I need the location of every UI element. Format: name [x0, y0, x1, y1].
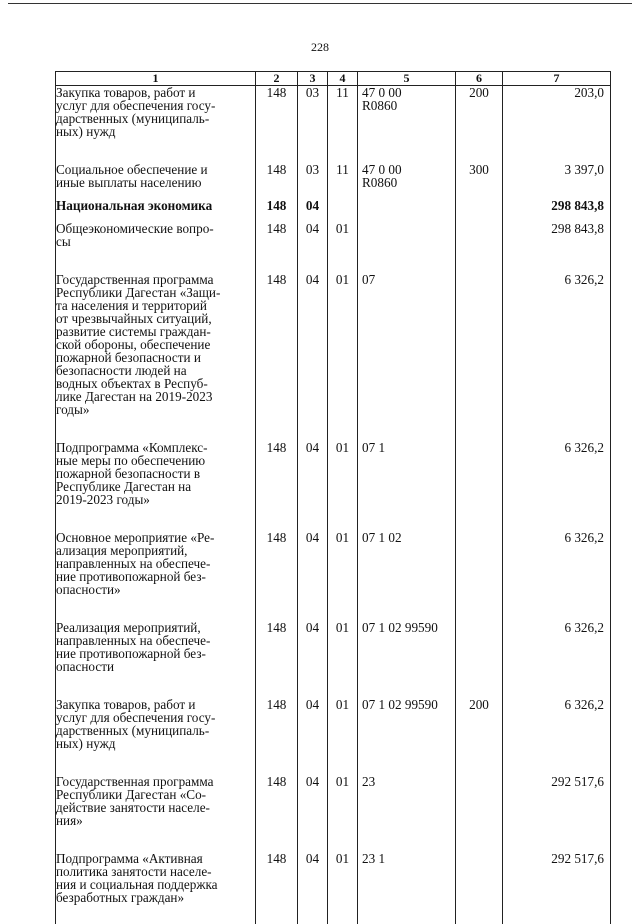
row-name-line: Подпрограмма «Активная — [56, 851, 203, 866]
expense-type-code — [456, 531, 503, 596]
spacer-cell — [358, 138, 456, 163]
section-code: 03 — [298, 163, 328, 189]
row-name-line: сы — [56, 234, 71, 249]
table-row — [56, 775, 611, 827]
row-name-line: ализация мероприятий, — [56, 543, 188, 558]
row-name-line: от чрезвычайных ситуаций, — [56, 311, 212, 326]
subsection-code: 01 — [328, 273, 358, 416]
column-header: 2 — [256, 72, 298, 86]
target-article-line: 07 1 02 99590 — [362, 620, 438, 635]
ministry-code: 148 — [256, 775, 298, 827]
spacer-cell — [328, 596, 358, 621]
spacer-cell — [456, 506, 503, 531]
subsection-code — [328, 199, 358, 212]
row-name-line: безработных граждан» — [56, 890, 185, 905]
column-header: 5 — [358, 72, 456, 86]
target-article-code — [358, 441, 456, 506]
row-name-line: Основное мероприятие «Ре- — [56, 530, 215, 545]
spacer-cell — [456, 827, 503, 852]
ministry-code: 148 — [256, 698, 298, 750]
page-number: 228 — [311, 40, 329, 54]
spacer-cell — [56, 673, 256, 698]
amount: 6 326,2 — [503, 273, 611, 416]
amount: 292 517,6 — [503, 775, 611, 827]
row-name-line: Республики Дагестан «Со- — [56, 787, 207, 802]
row-name-line: 2019-2023 годы» — [56, 492, 150, 507]
target-article-code — [358, 698, 456, 750]
spacer-cell — [256, 596, 298, 621]
target-article-line: 47 0 00 — [362, 85, 402, 100]
amount: 6 326,2 — [503, 441, 611, 506]
row-name-line: направленных на обеспече- — [56, 633, 211, 648]
row-spacer — [56, 827, 611, 852]
amount: 298 843,8 — [503, 222, 611, 248]
subsection-code: 11 — [328, 86, 358, 139]
section-code: 04 — [298, 698, 328, 750]
spacer-cell — [328, 138, 358, 163]
row-spacer — [56, 416, 611, 441]
row-name-line: лике Дагестан на 2019-2023 — [56, 389, 213, 404]
section-code: 04 — [298, 621, 328, 673]
spacer-cell — [298, 673, 328, 698]
row-name-line: ние противопожарной без- — [56, 569, 206, 584]
target-article-code — [358, 222, 456, 248]
spacer-cell — [456, 904, 503, 924]
amount: 3 397,0 — [503, 163, 611, 189]
target-article-line: 07 1 02 — [362, 530, 402, 545]
row-name-line: ных) нужд — [56, 124, 116, 139]
row-name — [56, 273, 256, 416]
subsection-code: 01 — [328, 852, 358, 904]
target-article-line: R0860 — [362, 175, 398, 190]
expense-type-code — [456, 852, 503, 904]
spacer-cell — [328, 416, 358, 441]
expense-type-code — [456, 441, 503, 506]
spacer-cell — [298, 750, 328, 775]
subsection-code: 01 — [328, 441, 358, 506]
row-name — [56, 852, 256, 904]
column-header: 1 — [56, 72, 256, 86]
row-name-line: ных) нужд — [56, 736, 116, 751]
row-name-line: развитие системы граждан- — [56, 324, 211, 339]
row-name-line: дарственных (муниципаль- — [56, 723, 210, 738]
spacer-cell — [503, 248, 611, 273]
row-spacer — [56, 673, 611, 698]
spacer-cell — [503, 416, 611, 441]
expense-type-code: 200 — [456, 698, 503, 750]
spacer-cell — [328, 248, 358, 273]
spacer-cell — [298, 416, 328, 441]
section-code: 04 — [298, 852, 328, 904]
row-name — [56, 531, 256, 596]
subsection-code: 01 — [328, 775, 358, 827]
row-name-line: услуг для обеспечения госу- — [56, 98, 216, 113]
spacer-cell — [298, 904, 328, 924]
spacer-cell — [358, 212, 456, 222]
row-name-line: ние противопожарной без- — [56, 646, 206, 661]
subsection-code: 01 — [328, 621, 358, 673]
row-name-line: Социальное обеспечение и — [56, 162, 208, 177]
amount: 203,0 — [503, 86, 611, 139]
subsection-code: 01 — [328, 222, 358, 248]
row-name-line: ния и социальная поддержка — [56, 877, 218, 892]
spacer-cell — [358, 750, 456, 775]
row-name-line: Республики Дагестан «Защи- — [56, 285, 221, 300]
spacer-cell — [298, 138, 328, 163]
spacer-cell — [503, 138, 611, 163]
expense-type-code: 300 — [456, 163, 503, 189]
row-name-line: Закупка товаров, работ и — [56, 697, 196, 712]
ministry-code: 148 — [256, 199, 298, 212]
row-name-line: годы» — [56, 402, 90, 417]
row-name-line: Республике Дагестан на — [56, 479, 192, 494]
expense-type-code: 200 — [456, 86, 503, 139]
spacer-cell — [298, 506, 328, 531]
spacer-cell — [328, 904, 358, 924]
target-article-code — [358, 163, 456, 189]
column-header: 3 — [298, 72, 328, 86]
table-header-row — [56, 72, 611, 86]
row-name-line: Подпрограмма «Комплекс- — [56, 440, 208, 455]
target-article-code — [358, 86, 456, 139]
spacer-cell — [503, 750, 611, 775]
ministry-code: 148 — [256, 621, 298, 673]
row-name-line: Национальная экономика — [56, 198, 213, 213]
spacer-cell — [56, 904, 256, 924]
amount: 6 326,2 — [503, 698, 611, 750]
table-row — [56, 163, 611, 189]
amount: 6 326,2 — [503, 621, 611, 673]
target-article-code — [358, 273, 456, 416]
table-row — [56, 222, 611, 248]
spacer-cell — [503, 827, 611, 852]
row-name-line: Государственная программа — [56, 774, 214, 789]
table-row — [56, 852, 611, 904]
spacer-cell — [56, 416, 256, 441]
section-code: 03 — [298, 86, 328, 139]
column-header: 6 — [456, 72, 503, 86]
spacer-cell — [456, 189, 503, 199]
spacer-cell — [256, 506, 298, 531]
row-name-line: дарственных (муниципаль- — [56, 111, 210, 126]
spacer-cell — [256, 416, 298, 441]
row-spacer — [56, 750, 611, 775]
spacer-cell — [328, 673, 358, 698]
row-name-line: Общеэкономические вопро- — [56, 221, 214, 236]
target-article-code — [358, 775, 456, 827]
ministry-code: 148 — [256, 531, 298, 596]
spacer-cell — [256, 904, 298, 924]
section-code: 04 — [298, 222, 328, 248]
amount: 6 326,2 — [503, 531, 611, 596]
row-spacer — [56, 138, 611, 163]
ministry-code: 148 — [256, 163, 298, 189]
target-article-code — [358, 852, 456, 904]
row-spacer — [56, 904, 611, 924]
spacer-cell — [358, 506, 456, 531]
column-header: 4 — [328, 72, 358, 86]
target-article-line: 07 — [362, 272, 376, 287]
row-name-line: Закупка товаров, работ и — [56, 85, 196, 100]
spacer-cell — [328, 750, 358, 775]
section-code: 04 — [298, 775, 328, 827]
table-row — [56, 86, 611, 139]
spacer-cell — [256, 138, 298, 163]
row-spacer — [56, 596, 611, 621]
row-name-line: пожарной безопасности в — [56, 466, 201, 481]
table-row — [56, 621, 611, 673]
expense-type-code — [456, 273, 503, 416]
row-name-line: направленных на обеспече- — [56, 556, 211, 571]
expense-type-code — [456, 222, 503, 248]
spacer-cell — [503, 673, 611, 698]
spacer-cell — [56, 827, 256, 852]
spacer-cell — [456, 138, 503, 163]
row-name-line: ния» — [56, 813, 83, 828]
row-name-line: услуг для обеспечения госу- — [56, 710, 216, 725]
ministry-code: 148 — [256, 222, 298, 248]
row-name-line: та населения и территорий — [56, 298, 207, 313]
spacer-cell — [456, 596, 503, 621]
spacer-cell — [358, 248, 456, 273]
row-name-line: пожарной безопасности и — [56, 350, 201, 365]
target-article-code — [358, 531, 456, 596]
spacer-cell — [256, 248, 298, 273]
row-name — [56, 86, 256, 139]
spacer-cell — [56, 248, 256, 273]
ministry-code: 148 — [256, 441, 298, 506]
spacer-cell — [503, 596, 611, 621]
section-code: 04 — [298, 199, 328, 212]
table-row — [56, 531, 611, 596]
row-name-line: политика занятости населе- — [56, 864, 212, 879]
row-name-line: опасности» — [56, 582, 121, 597]
spacer-cell — [358, 904, 456, 924]
spacer-cell — [328, 506, 358, 531]
spacer-cell — [503, 904, 611, 924]
table-row — [56, 441, 611, 506]
spacer-cell — [456, 416, 503, 441]
target-article-line: 07 1 — [362, 440, 386, 455]
row-name-line: безопасности людей на — [56, 363, 187, 378]
subsection-code: 01 — [328, 531, 358, 596]
target-article-line: 23 — [362, 774, 376, 789]
column-header: 7 — [503, 72, 611, 86]
expense-type-code — [456, 621, 503, 673]
ministry-code: 148 — [256, 852, 298, 904]
row-name — [56, 441, 256, 506]
target-article-line: R0860 — [362, 98, 398, 113]
spacer-cell — [358, 827, 456, 852]
row-name-line: Реализация мероприятий, — [56, 620, 201, 635]
row-name — [56, 222, 256, 248]
row-name-line: водных объектах в Респуб- — [56, 376, 208, 391]
target-article-code — [358, 621, 456, 673]
spacer-cell — [56, 596, 256, 621]
spacer-cell — [456, 673, 503, 698]
row-name — [56, 199, 256, 212]
row-name-line: Государственная программа — [56, 272, 214, 287]
spacer-cell — [298, 596, 328, 621]
table-row — [56, 199, 611, 212]
row-name-line: иные выплаты населению — [56, 175, 202, 190]
row-name — [56, 698, 256, 750]
top-rule — [8, 3, 632, 4]
spacer-cell — [456, 248, 503, 273]
row-name-line: ской обороны, обеспечение — [56, 337, 211, 352]
row-name — [56, 775, 256, 827]
amount: 298 843,8 — [503, 199, 611, 212]
ministry-code: 148 — [256, 86, 298, 139]
ministry-code: 148 — [256, 273, 298, 416]
section-code: 04 — [298, 531, 328, 596]
spacer-cell — [358, 596, 456, 621]
spacer-cell — [358, 189, 456, 199]
spacer-cell — [298, 827, 328, 852]
spacer-cell — [256, 673, 298, 698]
section-code: 04 — [298, 273, 328, 416]
spacer-cell — [358, 673, 456, 698]
table-row — [56, 698, 611, 750]
subsection-code: 01 — [328, 698, 358, 750]
budget-table — [55, 71, 611, 924]
table-row — [56, 273, 611, 416]
row-spacer — [56, 506, 611, 531]
spacer-cell — [328, 827, 358, 852]
spacer-cell — [56, 750, 256, 775]
expense-type-code — [456, 775, 503, 827]
row-name-line: действие занятости населе- — [56, 800, 210, 815]
row-name-line: опасности — [56, 659, 115, 674]
target-article-code — [358, 199, 456, 212]
row-name — [56, 163, 256, 189]
amount: 292 517,6 — [503, 852, 611, 904]
row-spacer — [56, 248, 611, 273]
target-article-line: 23 1 — [362, 851, 386, 866]
target-article-line: 47 0 00 — [362, 162, 402, 177]
spacer-cell — [456, 750, 503, 775]
section-code: 04 — [298, 441, 328, 506]
row-name — [56, 621, 256, 673]
spacer-cell — [298, 248, 328, 273]
spacer-cell — [328, 189, 358, 199]
spacer-cell — [358, 416, 456, 441]
spacer-cell — [56, 138, 256, 163]
spacer-cell — [456, 212, 503, 222]
spacer-cell — [256, 827, 298, 852]
spacer-cell — [256, 750, 298, 775]
target-article-line: 07 1 02 99590 — [362, 697, 438, 712]
spacer-cell — [56, 506, 256, 531]
row-name-line: ные меры по обеспечению — [56, 453, 206, 468]
subsection-code: 11 — [328, 163, 358, 189]
spacer-cell — [503, 506, 611, 531]
expense-type-code — [456, 199, 503, 212]
